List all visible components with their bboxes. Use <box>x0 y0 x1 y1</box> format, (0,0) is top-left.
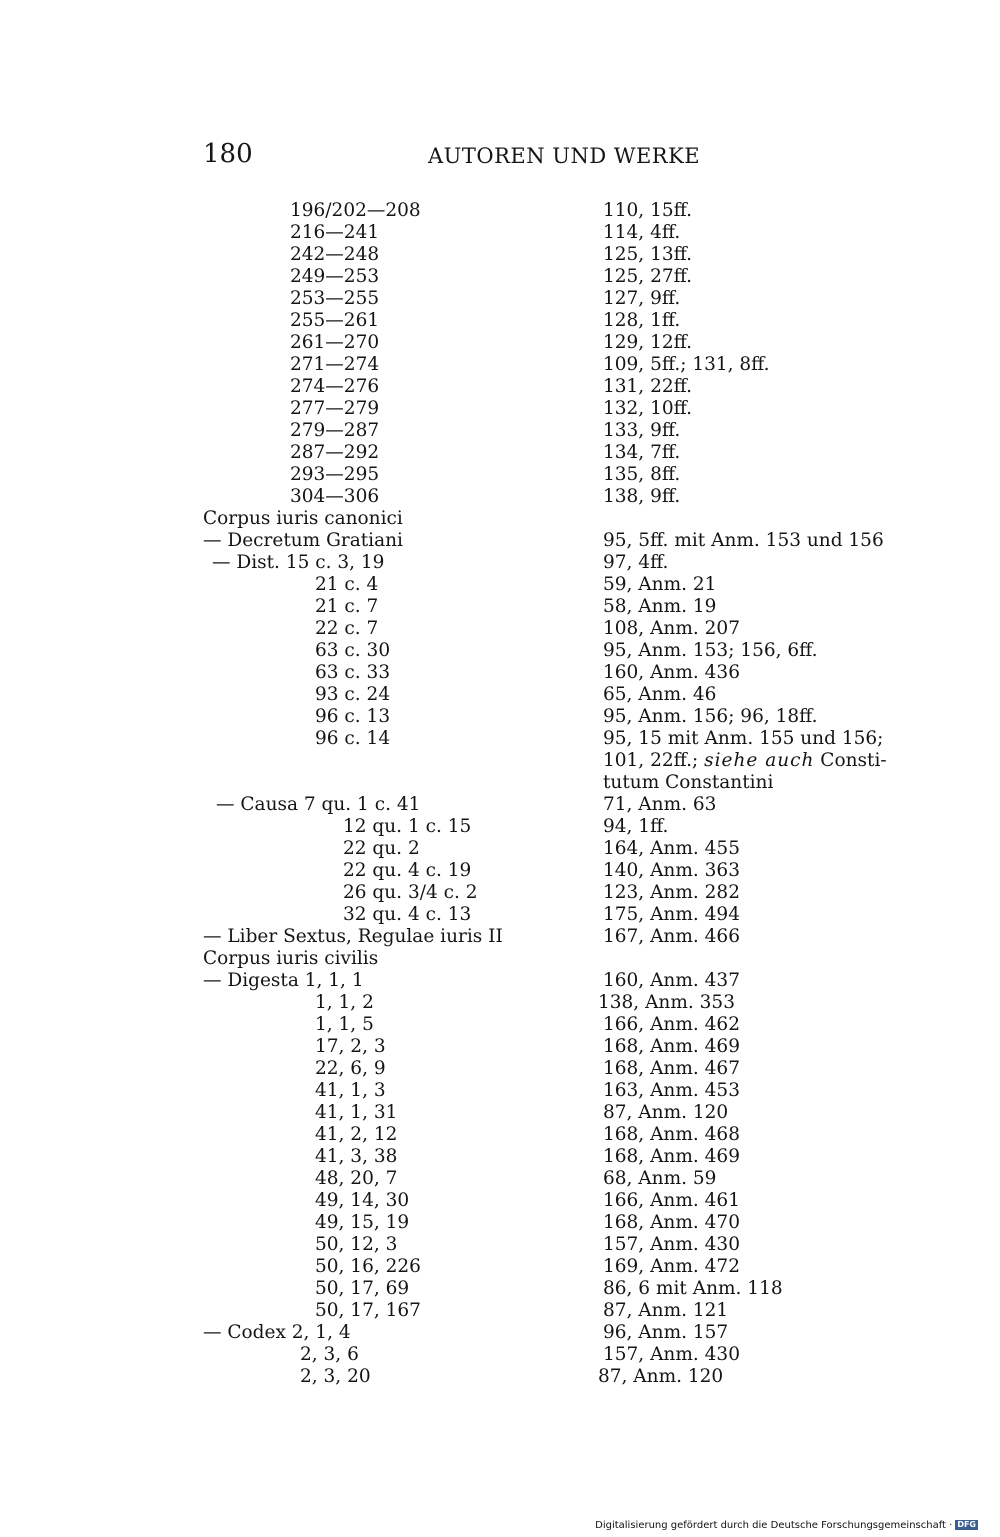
page-references: 95, 5ff. mit Anm. 153 und 156 <box>603 530 884 551</box>
index-term: 21 c. 4 <box>315 574 379 595</box>
index-term: 249—253 <box>290 266 380 287</box>
index-row <box>0 706 1000 728</box>
page-references: 134, 7ff. <box>603 442 681 463</box>
index-row <box>0 772 1000 794</box>
index-term: 293—295 <box>290 464 380 485</box>
page-references: 95, 15 mit Anm. 155 und 156; <box>603 728 884 749</box>
index-term: 50, 16, 226 <box>315 1256 421 1277</box>
index-row <box>0 728 1000 750</box>
page-references: 71, Anm. 63 <box>603 794 717 815</box>
digitization-footer <box>595 1519 978 1533</box>
page-references: 157, Anm. 430 <box>603 1344 740 1365</box>
index-row <box>0 1080 1000 1102</box>
page-references: 133, 9ff. <box>603 420 681 441</box>
page-references: 135, 8ff. <box>603 464 681 485</box>
index-term: — Decretum Gratiani <box>203 530 403 551</box>
index-term: 49, 14, 30 <box>315 1190 410 1211</box>
index-term: 21 c. 7 <box>315 596 379 617</box>
page-references <box>603 750 887 772</box>
index-row <box>0 420 1000 442</box>
index-row <box>0 904 1000 926</box>
index-row <box>0 640 1000 662</box>
index-row <box>0 442 1000 464</box>
page-references: 166, Anm. 462 <box>603 1014 740 1035</box>
index-term: 274—276 <box>290 376 380 397</box>
index-term: 96 c. 14 <box>315 728 391 749</box>
index-term: 2, 3, 20 <box>300 1366 371 1387</box>
index-term: 2, 3, 6 <box>300 1344 359 1365</box>
page-references: 163, Anm. 453 <box>603 1080 740 1101</box>
index-row <box>0 1190 1000 1212</box>
index-term: 26 qu. 3/4 c. 2 <box>343 882 478 903</box>
page-number: 180 <box>203 139 253 169</box>
index-term: 41, 3, 38 <box>315 1146 398 1167</box>
index-term: 271—274 <box>290 354 380 375</box>
index-row <box>0 376 1000 398</box>
index-term: 1, 1, 2 <box>315 992 374 1013</box>
index-row <box>0 1344 1000 1366</box>
index-row <box>0 288 1000 310</box>
index-term: 50, 17, 69 <box>315 1278 410 1299</box>
page-references: 108, Anm. 207 <box>603 618 740 639</box>
index-row <box>0 1322 1000 1344</box>
index-term: — Digesta 1, 1, 1 <box>203 970 364 991</box>
index-term: 277—279 <box>290 398 380 419</box>
index-row <box>0 552 1000 574</box>
index-row <box>0 926 1000 948</box>
index-term: 32 qu. 4 c. 13 <box>343 904 472 925</box>
reference-text: Consti- <box>814 750 887 771</box>
index-term: 63 c. 33 <box>315 662 391 683</box>
page-references: 68, Anm. 59 <box>603 1168 717 1189</box>
index-term: 279—287 <box>290 420 380 441</box>
index-term: 22 qu. 2 <box>343 838 420 859</box>
index-row <box>0 200 1000 222</box>
page-references: 65, Anm. 46 <box>603 684 717 705</box>
index-row <box>0 1300 1000 1322</box>
index-row <box>0 794 1000 816</box>
index-term: 96 c. 13 <box>315 706 391 727</box>
page-references: 168, Anm. 468 <box>603 1124 740 1145</box>
page-references: 125, 13ff. <box>603 244 692 265</box>
index-row <box>0 948 1000 970</box>
index-term: 22, 6, 9 <box>315 1058 386 1079</box>
index-term: 12 qu. 1 c. 15 <box>343 816 472 837</box>
index-term: 50, 17, 167 <box>315 1300 421 1321</box>
index-term: 50, 12, 3 <box>315 1234 398 1255</box>
page-references: 132, 10ff. <box>603 398 692 419</box>
index-row <box>0 398 1000 420</box>
page-references: 58, Anm. 19 <box>603 596 717 617</box>
index-row <box>0 222 1000 244</box>
reference-text: 101, 22ff.; <box>603 750 705 771</box>
index-row <box>0 508 1000 530</box>
index-term: 255—261 <box>290 310 380 331</box>
page-references: 123, Anm. 282 <box>603 882 740 903</box>
index-term: — Causa 7 qu. 1 c. 41 <box>216 794 421 815</box>
index-term: — Liber Sextus, Regulae iuris II <box>203 926 503 947</box>
index-term: 22 qu. 4 c. 19 <box>343 860 472 881</box>
index-row <box>0 1212 1000 1234</box>
page-references: 168, Anm. 470 <box>603 1212 740 1233</box>
page-references: 160, Anm. 437 <box>603 970 740 991</box>
page-references: 87, Anm. 120 <box>598 1366 724 1387</box>
index-row <box>0 354 1000 376</box>
page-references: 157, Anm. 430 <box>603 1234 740 1255</box>
index-row <box>0 464 1000 486</box>
index-row <box>0 1036 1000 1058</box>
index-row <box>0 992 1000 1014</box>
page-references: 95, Anm. 156; 96, 18ff. <box>603 706 818 727</box>
page-references: 110, 15ff. <box>603 200 692 221</box>
page-references: 131, 22ff. <box>603 376 692 397</box>
index-row <box>0 1168 1000 1190</box>
page-references: 127, 9ff. <box>603 288 681 309</box>
index-row <box>0 838 1000 860</box>
index-row <box>0 1256 1000 1278</box>
index-term: 242—248 <box>290 244 380 265</box>
page-references: 167, Anm. 466 <box>603 926 740 947</box>
page-references: 95, Anm. 153; 156, 6ff. <box>603 640 818 661</box>
index-term: 1, 1, 5 <box>315 1014 374 1035</box>
page-references: 138, 9ff. <box>603 486 681 507</box>
dfg-logo: DFG <box>957 1520 976 1529</box>
page-references: 138, Anm. 353 <box>598 992 735 1013</box>
page-references: 97, 4ff. <box>603 552 669 573</box>
index-term: — Codex 2, 1, 4 <box>203 1322 351 1343</box>
index-row <box>0 970 1000 992</box>
footer-text: Digitalisierung gefördert durch die Deutsche Forschungsgemeinschaft · <box>595 1520 953 1531</box>
index-term: 261—270 <box>290 332 380 353</box>
index-term: 41, 1, 3 <box>315 1080 386 1101</box>
index-row <box>0 1058 1000 1080</box>
index-row <box>0 486 1000 508</box>
index-row <box>0 332 1000 354</box>
index-term: 253—255 <box>290 288 380 309</box>
index-row <box>0 750 1000 772</box>
page-references: 125, 27ff. <box>603 266 692 287</box>
index-term: 216—241 <box>290 222 380 243</box>
index-term: 41, 1, 31 <box>315 1102 398 1123</box>
index-row <box>0 1102 1000 1124</box>
index-term: 49, 15, 19 <box>315 1212 410 1233</box>
index-row <box>0 1234 1000 1256</box>
page-references: 168, Anm. 469 <box>603 1036 740 1057</box>
page-references: tutum Constantini <box>603 772 774 793</box>
cross-reference-emphasis: siehe auch <box>704 750 815 771</box>
index-row <box>0 1124 1000 1146</box>
index-row <box>0 1014 1000 1036</box>
index-row <box>0 530 1000 552</box>
index-row <box>0 1146 1000 1168</box>
index-row <box>0 244 1000 266</box>
page-references: 96, Anm. 157 <box>603 1322 729 1343</box>
index-term: 22 c. 7 <box>315 618 379 639</box>
page-references: 109, 5ff.; 131, 8ff. <box>603 354 770 375</box>
index-row <box>0 662 1000 684</box>
index-row <box>0 266 1000 288</box>
index-term: 17, 2, 3 <box>315 1036 386 1057</box>
page-references: 168, Anm. 469 <box>603 1146 740 1167</box>
index-row <box>0 618 1000 640</box>
index-term: 93 c. 24 <box>315 684 391 705</box>
index-term: 41, 2, 12 <box>315 1124 398 1145</box>
index-term: 63 c. 30 <box>315 640 391 661</box>
index-term: Corpus iuris civilis <box>203 948 379 969</box>
index-row <box>0 816 1000 838</box>
index-row <box>0 1278 1000 1300</box>
index-term: 287—292 <box>290 442 380 463</box>
page-references: 129, 12ff. <box>603 332 692 353</box>
index-row <box>0 860 1000 882</box>
index-row <box>0 1366 1000 1388</box>
index-entries <box>0 200 1000 1388</box>
page-references: 86, 6 mit Anm. 118 <box>603 1278 783 1299</box>
page-references: 166, Anm. 461 <box>603 1190 740 1211</box>
page-references: 160, Anm. 436 <box>603 662 740 683</box>
page-references: 175, Anm. 494 <box>603 904 740 925</box>
index-row <box>0 574 1000 596</box>
page-references: 164, Anm. 455 <box>603 838 740 859</box>
page-references: 168, Anm. 467 <box>603 1058 740 1079</box>
page-references: 94, 1ff. <box>603 816 669 837</box>
index-row <box>0 684 1000 706</box>
page-references: 87, Anm. 120 <box>603 1102 729 1123</box>
page-references: 114, 4ff. <box>603 222 681 243</box>
page-references: 128, 1ff. <box>603 310 681 331</box>
running-title: AUTOREN UND WERKE <box>428 144 701 168</box>
index-term: 196/202—208 <box>290 200 421 221</box>
page-references: 140, Anm. 363 <box>603 860 740 881</box>
index-term: 304—306 <box>290 486 380 507</box>
page-references: 169, Anm. 472 <box>603 1256 740 1277</box>
page-references: 87, Anm. 121 <box>603 1300 729 1321</box>
index-row <box>0 882 1000 904</box>
index-row <box>0 310 1000 332</box>
index-row <box>0 596 1000 618</box>
page-references: 59, Anm. 21 <box>603 574 717 595</box>
index-term: — Dist. 15 c. 3, 19 <box>212 552 385 573</box>
index-term: 48, 20, 7 <box>315 1168 398 1189</box>
index-term: Corpus iuris canonici <box>203 508 403 529</box>
